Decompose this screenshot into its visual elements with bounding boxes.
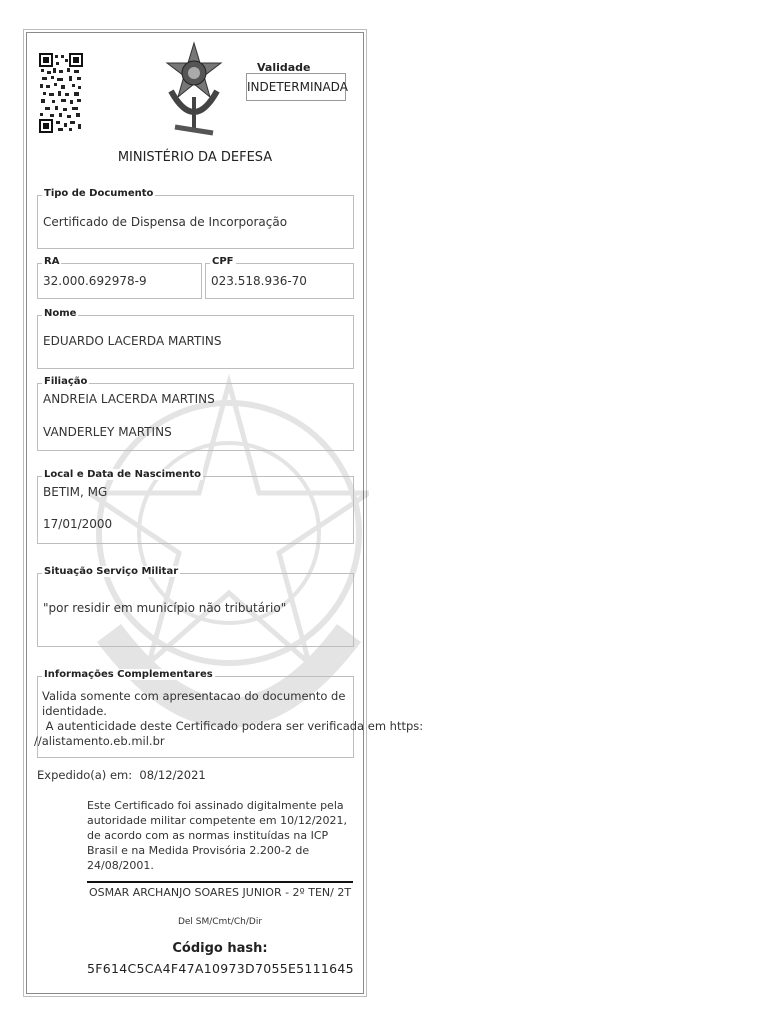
mother-name: ANDREIA LACERDA MARTINS	[43, 392, 215, 406]
signature-line	[87, 881, 353, 883]
birth-place: BETIM, MG	[43, 485, 108, 499]
qr-code	[39, 53, 83, 133]
ministry-title: MINISTÉRIO DA DEFESA	[117, 150, 273, 165]
ra-value: 32.000.692978-9	[43, 274, 147, 288]
filiation-field	[37, 376, 354, 451]
signature-notice: Este Certificado foi assinado digitalmente pela autoridade militar competente em 10/12/2021, de acordo com as normas instituídas na ICP Brasil e na Medida Provisória 2.200-2 de 24/08/2001.	[87, 799, 348, 872]
ra-label: RA	[44, 256, 60, 267]
father-name: VANDERLEY MARTINS	[43, 425, 172, 439]
document-type-field	[37, 188, 354, 249]
name-label: Nome	[44, 308, 77, 319]
validity-value: INDETERMINADA	[246, 73, 346, 101]
signer-name: OSMAR ARCHANJO SOARES JUNIOR - 2º TEN/ 2T	[88, 886, 352, 899]
issued-date	[37, 768, 206, 782]
issued-value: 08/12/2021	[139, 768, 206, 782]
ra-field	[37, 256, 202, 299]
coat-of-arms-emblem	[165, 41, 223, 143]
complementary-line-3: //alistamento.eb.mil.br	[34, 734, 165, 748]
issued-label: Expedido(a) em:	[37, 768, 133, 782]
military-status-value: "por residir em município não tributário"	[43, 601, 287, 615]
cpf-field	[205, 256, 354, 299]
certificate-card	[26, 32, 424, 994]
hash-label: Código hash:	[172, 941, 268, 956]
military-status-label: Situação Serviço Militar	[44, 566, 179, 577]
document-type-value: Certificado de Dispensa de Incorporação	[43, 215, 288, 229]
complementary-info-field	[34, 669, 424, 758]
cpf-value: 023.518.936-70	[211, 274, 307, 288]
hash-value: 5F614C5CA4F47A10973D7055E5111645	[87, 961, 354, 976]
complementary-line-1: Valida somente com apresentacao do documento de identidade.	[42, 689, 346, 718]
birth-date: 17/01/2000	[43, 517, 113, 531]
name-value: EDUARDO LACERDA MARTINS	[43, 334, 222, 348]
birth-label: Local e Data de Nascimento	[44, 469, 201, 480]
complementary-line-2: A autenticidade deste Certificado podera ser verificada em https:	[42, 719, 424, 733]
military-status-field	[37, 566, 354, 647]
document-type-label: Tipo de Documento	[44, 188, 154, 199]
department: Del SM/Cmt/Ch/Dir	[177, 917, 263, 927]
complementary-info-text	[34, 689, 424, 749]
filiation-label: Filiação	[44, 376, 88, 387]
complementary-info-label: Informações Complementares	[44, 669, 213, 680]
name-field	[37, 308, 354, 369]
validity-label: Validade	[257, 61, 311, 74]
birth-field	[37, 469, 354, 544]
cpf-label: CPF	[212, 256, 234, 267]
